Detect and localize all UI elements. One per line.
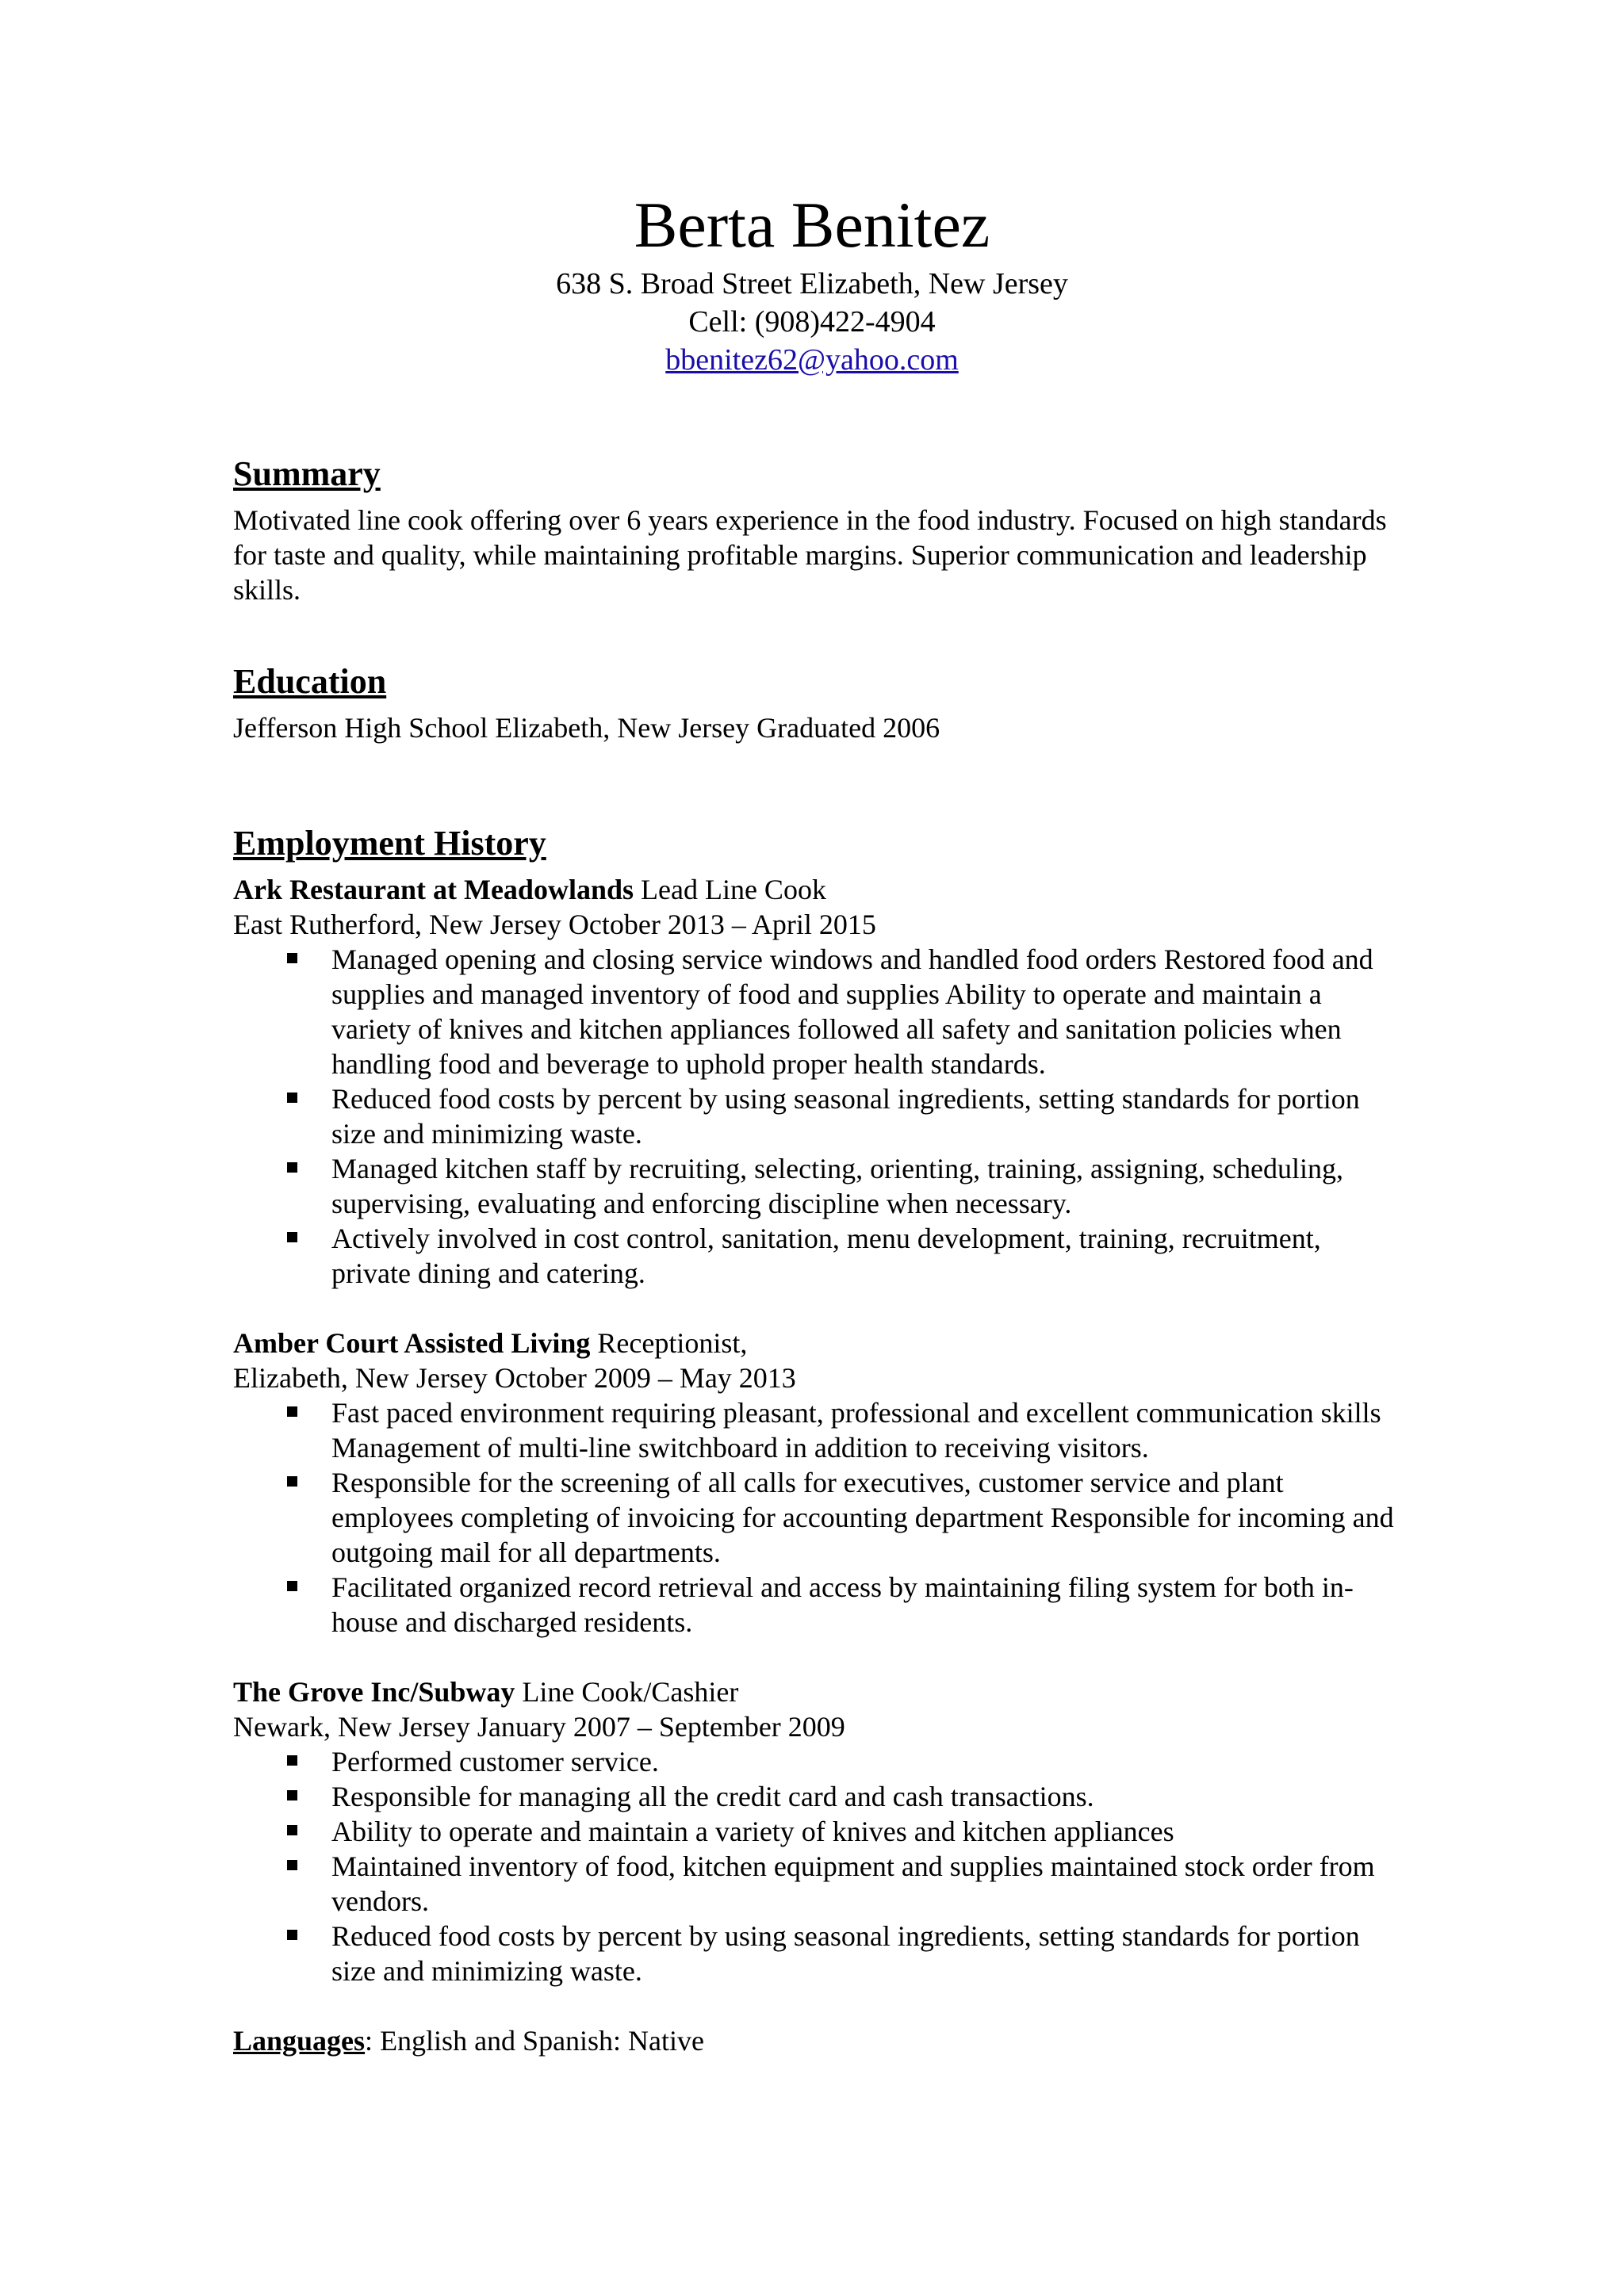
job-duty-text: Managed opening and closing service windows and handled food orders Restored food and supplies and managed inventory of food and supplies Ability to operate and maintain a variety of knives and kitchen appliances followed all safety and sanitation policies when handling food and beverage to uphold proper health standards. — [331, 943, 1373, 1080]
job-duty-item — [331, 1919, 1407, 1988]
job-duty-text: Responsible for managing all the credit card and cash transactions. — [331, 1781, 1094, 1812]
square-bullet-icon — [287, 1581, 297, 1591]
square-bullet-icon — [287, 1930, 297, 1940]
job-duty-item — [331, 1221, 1407, 1291]
job-duty-item — [331, 1814, 1407, 1849]
job-duty-item — [331, 1081, 1407, 1151]
job-duty-text: Maintained inventory of food, kitchen equipment and supplies maintained stock order from vendors. — [331, 1850, 1375, 1917]
candidate-name: Berta Benitez — [634, 189, 990, 261]
job-duty-item — [331, 1849, 1407, 1919]
job-title-line — [233, 872, 1407, 907]
summary-text: Motivated line cook offering over 6 years experience in the food industry. Focused on high standards for taste and quality, while maintaining profitable margins. Superior communication and leadership skills. — [233, 504, 1387, 606]
job-duty-text: Facilitated organized record retrieval and access by maintaining filing system for both in-house and discharged residents. — [331, 1571, 1354, 1638]
job-location-dates: East Rutherford, New Jersey October 2013 – April 2015 — [233, 909, 876, 940]
languages-label: Languages — [233, 2025, 366, 2057]
languages-section — [233, 2023, 1407, 2058]
email-line — [0, 341, 1624, 379]
square-bullet-icon — [287, 1790, 297, 1800]
education-section — [233, 660, 1407, 745]
job-duties-list — [233, 942, 1407, 1291]
resume-body — [233, 452, 1407, 2058]
job-entry — [233, 872, 1407, 1291]
square-bullet-icon — [287, 1162, 297, 1173]
summary-heading: Summary — [233, 454, 381, 493]
job-title: Receptionist, — [590, 1327, 748, 1359]
summary-section — [233, 452, 1407, 607]
job-entry — [233, 1674, 1407, 1988]
job-title: Line Cook/Cashier — [515, 1676, 739, 1708]
job-duties-list — [233, 1744, 1407, 1988]
job-location-dates: Newark, New Jersey January 2007 – September 2009 — [233, 1711, 845, 1743]
square-bullet-icon — [287, 1093, 297, 1103]
company-name: The Grove Inc/Subway — [233, 1676, 515, 1708]
employment-heading: Employment History — [233, 824, 546, 863]
languages-text: English and Spanish: Native — [373, 2025, 705, 2057]
job-duty-text: Managed kitchen staff by recruiting, selecting, orienting, training, assigning, scheduling, supervising, evaluating and enforcing discipline when necessary. — [331, 1153, 1344, 1219]
job-title-line — [233, 1674, 1407, 1709]
address: 638 S. Broad Street Elizabeth, New Jersey — [556, 267, 1068, 300]
square-bullet-icon — [287, 1232, 297, 1242]
square-bullet-icon — [287, 1476, 297, 1487]
square-bullet-icon — [287, 1860, 297, 1870]
education-text: Jefferson High School Elizabeth, New Jersey Graduated 2006 — [233, 712, 940, 744]
job-duty-text: Reduced food costs by percent by using seasonal ingredients, setting standards for portion size and minimizing waste. — [331, 1920, 1360, 1987]
employment-section — [233, 821, 1407, 1988]
job-duty-text: Actively involved in cost control, sanitation, menu development, training, recruitment, private dining and catering. — [331, 1223, 1321, 1289]
company-name: Amber Court Assisted Living — [233, 1327, 591, 1359]
job-title: Lead Line Cook — [634, 874, 826, 905]
languages-line — [233, 2023, 1407, 2058]
square-bullet-icon — [287, 1755, 297, 1766]
company-name: Ark Restaurant at Meadowlands — [233, 874, 634, 905]
languages-separator: : — [365, 2025, 373, 2057]
job-duty-item — [331, 942, 1407, 1081]
job-duty-text: Performed customer service. — [331, 1746, 659, 1777]
job-duty-item — [331, 1151, 1407, 1221]
job-duty-text: Responsible for the screening of all calls for executives, customer service and plant employees completing of invoicing for accounting department Responsible for incoming and outgoing mail for all departments. — [331, 1467, 1394, 1568]
job-duty-text: Reduced food costs by percent by using seasonal ingredients, setting standards for portion size and minimizing waste. — [331, 1083, 1360, 1150]
job-duty-item — [331, 1779, 1407, 1814]
square-bullet-icon — [287, 1825, 297, 1835]
job-duty-text: Fast paced environment requiring pleasant, professional and excellent communication skills Management of multi-line switchboard in addition to receiving visitors. — [331, 1397, 1381, 1464]
job-duties-list — [233, 1395, 1407, 1640]
phone: Cell: (908)422-4904 — [688, 305, 936, 339]
job-entry — [233, 1326, 1407, 1640]
job-duty-item — [331, 1465, 1407, 1570]
job-duty-item — [331, 1395, 1407, 1465]
job-duty-item — [331, 1744, 1407, 1779]
education-heading: Education — [233, 662, 387, 701]
job-duty-item — [331, 1570, 1407, 1640]
email-link[interactable]: bbenitez62@yahoo.com — [665, 343, 959, 377]
job-duty-text: Ability to operate and maintain a variety of knives and kitchen appliances — [331, 1816, 1174, 1847]
square-bullet-icon — [287, 1406, 297, 1417]
resume-header — [0, 186, 1624, 379]
square-bullet-icon — [287, 953, 297, 963]
job-title-line — [233, 1326, 1407, 1360]
job-location-dates: Elizabeth, New Jersey October 2009 – May 2013 — [233, 1362, 796, 1394]
